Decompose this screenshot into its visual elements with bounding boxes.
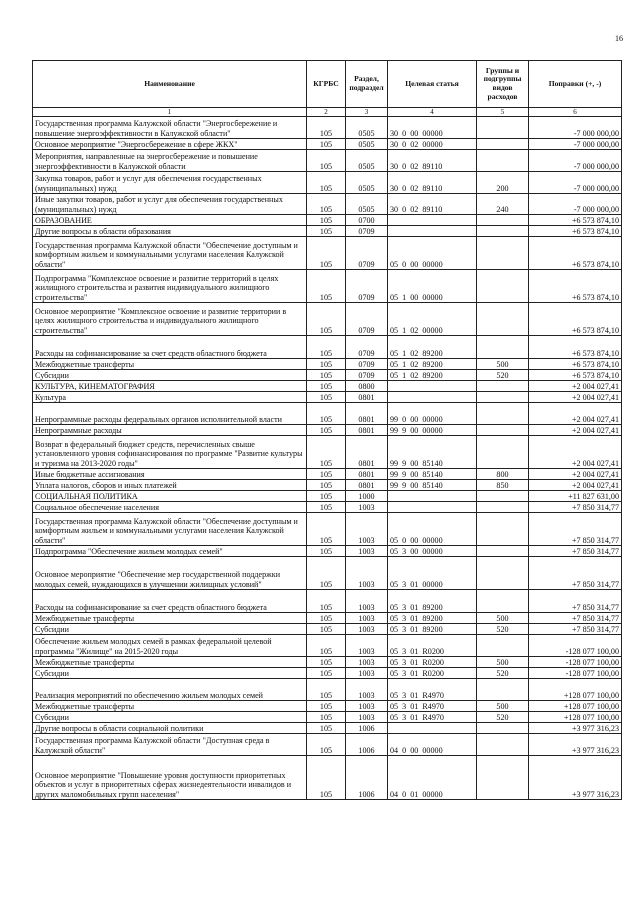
row-section-cell: 0801 <box>346 392 388 403</box>
table-row <box>33 513 622 546</box>
row-amount-cell: -128 077 100,00 <box>529 657 622 668</box>
row-group-cell <box>477 270 529 303</box>
row-kgrbs-cell: 105 <box>307 270 346 303</box>
row-group-cell <box>477 679 529 701</box>
row-group-cell <box>477 723 529 734</box>
budget-amendments-table <box>32 60 622 800</box>
row-amount-cell: -7 000 000,00 <box>529 117 622 139</box>
table-row <box>33 172 622 194</box>
column-number: 4 <box>388 108 477 117</box>
row-section-cell: 1003 <box>346 679 388 701</box>
row-amount-cell: +7 850 314,77 <box>529 513 622 546</box>
table-row <box>33 117 622 139</box>
table-row <box>33 546 622 557</box>
page-number: 16 <box>615 34 623 43</box>
table-row <box>33 237 622 270</box>
row-target-cell: 30 0 02 89110 <box>388 194 477 215</box>
row-kgrbs-cell: 105 <box>307 436 346 469</box>
row-target-cell: 05 3 01 R0200 <box>388 657 477 668</box>
row-group-cell <box>477 226 529 237</box>
row-kgrbs-cell: 105 <box>307 756 346 800</box>
header-groups: Группы и подгруппы видов расходов <box>477 61 529 108</box>
table-row <box>33 480 622 491</box>
row-group-cell <box>477 403 529 425</box>
row-section-cell: 0709 <box>346 370 388 381</box>
row-kgrbs-cell: 105 <box>307 392 346 403</box>
row-kgrbs-cell: 105 <box>307 701 346 712</box>
row-target-cell: 05 3 01 R4970 <box>388 679 477 701</box>
row-kgrbs-cell: 105 <box>307 546 346 557</box>
table-row <box>33 370 622 381</box>
row-name-cell: Уплата налогов, сборов и иных платежей <box>33 480 307 491</box>
row-name-cell: Субсидии <box>33 370 307 381</box>
row-group-cell <box>477 336 529 359</box>
header-kgrbs: КГРБС <box>307 61 346 108</box>
row-target-cell: 30 0 02 89110 <box>388 150 477 172</box>
row-group-cell <box>477 546 529 557</box>
row-kgrbs-cell: 105 <box>307 172 346 194</box>
table-row <box>33 624 622 635</box>
row-section-cell: 1003 <box>346 657 388 668</box>
row-name-cell: Возврат в федеральный бюджет средств, перечисленных свыше установленного уровня софинансирования по программе "Развитие культуры и туризма на 2013-2020 годы" <box>33 436 307 469</box>
row-section-cell: 0505 <box>346 150 388 172</box>
row-name-cell: Субсидии <box>33 668 307 679</box>
header-name: Наименование <box>33 61 307 108</box>
table-row <box>33 491 622 502</box>
row-group-cell <box>477 635 529 657</box>
row-amount-cell: +3 977 316,23 <box>529 756 622 800</box>
row-target-cell <box>388 226 477 237</box>
row-amount-cell: +2 004 027,41 <box>529 392 622 403</box>
row-group-cell <box>477 756 529 800</box>
row-target-cell: 99 9 00 85140 <box>388 480 477 491</box>
table-row <box>33 139 622 150</box>
row-name-cell: Расходы на софинансирование за счет средств областного бюджета <box>33 336 307 359</box>
row-group-cell <box>477 425 529 436</box>
row-section-cell: 0505 <box>346 172 388 194</box>
row-group-cell: 800 <box>477 469 529 480</box>
row-section-cell: 1003 <box>346 613 388 624</box>
row-section-cell: 0709 <box>346 336 388 359</box>
row-target-cell: 99 0 00 00000 <box>388 403 477 425</box>
row-name-cell: Подпрограмма "Обеспечение жильем молодых семей" <box>33 546 307 557</box>
row-target-cell: 05 1 02 89200 <box>388 336 477 359</box>
row-name-cell: Межбюджетные трансферты <box>33 613 307 624</box>
column-number-row <box>33 108 622 117</box>
row-section-cell: 0505 <box>346 117 388 139</box>
table-row <box>33 723 622 734</box>
row-name-cell: Иные закупки товаров, работ и услуг для обеспечения государственных (муниципальных) нужд <box>33 194 307 215</box>
column-number: 1 <box>33 108 307 117</box>
row-section-cell: 0700 <box>346 215 388 226</box>
row-group-cell: 200 <box>477 172 529 194</box>
row-amount-cell: +2 004 027,41 <box>529 381 622 392</box>
table-row <box>33 613 622 624</box>
row-target-cell: 05 3 01 R0200 <box>388 635 477 657</box>
row-kgrbs-cell: 105 <box>307 624 346 635</box>
row-kgrbs-cell: 105 <box>307 303 346 336</box>
row-group-cell <box>477 557 529 590</box>
row-amount-cell: -128 077 100,00 <box>529 668 622 679</box>
row-name-cell: Государственная программа Калужской области "Обеспечение доступным и комфортным жильем и коммунальными услугами населения Калужской области" <box>33 513 307 546</box>
row-target-cell <box>388 502 477 513</box>
row-section-cell: 0505 <box>346 139 388 150</box>
row-amount-cell: +2 004 027,41 <box>529 425 622 436</box>
row-target-cell: 99 9 00 00000 <box>388 425 477 436</box>
row-target-cell <box>388 215 477 226</box>
table-row <box>33 381 622 392</box>
row-section-cell: 0709 <box>346 359 388 370</box>
row-name-cell: Основное мероприятие "Обеспечение мер государственной поддержки молодых семей, нуждающихся в улучшении жилищных условий" <box>33 557 307 590</box>
row-target-cell: 05 1 02 89200 <box>388 359 477 370</box>
row-amount-cell: +3 977 316,23 <box>529 723 622 734</box>
row-kgrbs-cell: 105 <box>307 215 346 226</box>
table-row <box>33 215 622 226</box>
row-kgrbs-cell: 105 <box>307 139 346 150</box>
row-group-cell <box>477 215 529 226</box>
row-section-cell: 1003 <box>346 701 388 712</box>
row-group-cell <box>477 436 529 469</box>
row-group-cell: 500 <box>477 701 529 712</box>
row-amount-cell: -7 000 000,00 <box>529 172 622 194</box>
row-group-cell <box>477 381 529 392</box>
table-row <box>33 679 622 701</box>
row-section-cell: 0709 <box>346 237 388 270</box>
row-section-cell: 0800 <box>346 381 388 392</box>
row-kgrbs-cell: 105 <box>307 668 346 679</box>
row-group-cell: 520 <box>477 624 529 635</box>
row-kgrbs-cell: 105 <box>307 226 346 237</box>
row-kgrbs-cell: 105 <box>307 150 346 172</box>
row-group-cell <box>477 392 529 403</box>
row-amount-cell: +2 004 027,41 <box>529 480 622 491</box>
table-row <box>33 635 622 657</box>
row-kgrbs-cell: 105 <box>307 359 346 370</box>
row-kgrbs-cell: 105 <box>307 336 346 359</box>
row-section-cell: 1003 <box>346 502 388 513</box>
row-amount-cell: +3 977 316,23 <box>529 734 622 756</box>
table-row <box>33 436 622 469</box>
row-name-cell: Межбюджетные трансферты <box>33 359 307 370</box>
row-kgrbs-cell: 105 <box>307 194 346 215</box>
row-kgrbs-cell: 105 <box>307 513 346 546</box>
row-group-cell: 520 <box>477 370 529 381</box>
row-target-cell: 05 3 01 R0200 <box>388 668 477 679</box>
row-name-cell: Государственная программа Калужской области "Доступная среда в Калужской области" <box>33 734 307 756</box>
row-amount-cell: +7 850 314,77 <box>529 502 622 513</box>
table-row <box>33 425 622 436</box>
row-kgrbs-cell: 105 <box>307 381 346 392</box>
row-kgrbs-cell: 105 <box>307 590 346 613</box>
row-name-cell: СОЦИАЛЬНАЯ ПОЛИТИКА <box>33 491 307 502</box>
row-section-cell: 1003 <box>346 590 388 613</box>
row-target-cell: 05 3 01 R4970 <box>388 712 477 723</box>
row-group-cell <box>477 117 529 139</box>
row-group-cell: 500 <box>477 657 529 668</box>
row-amount-cell: -7 000 000,00 <box>529 194 622 215</box>
row-section-cell: 1003 <box>346 712 388 723</box>
row-section-cell: 1003 <box>346 624 388 635</box>
row-target-cell: 04 0 01 00000 <box>388 756 477 800</box>
row-group-cell <box>477 139 529 150</box>
header-row <box>33 61 622 108</box>
row-kgrbs-cell: 105 <box>307 370 346 381</box>
row-section-cell: 1000 <box>346 491 388 502</box>
row-kgrbs-cell: 105 <box>307 734 346 756</box>
row-amount-cell: +7 850 314,77 <box>529 557 622 590</box>
row-name-cell: Социальное обеспечение населения <box>33 502 307 513</box>
row-amount-cell: +2 004 027,41 <box>529 403 622 425</box>
table-row <box>33 502 622 513</box>
row-target-cell <box>388 381 477 392</box>
row-target-cell <box>388 491 477 502</box>
row-name-cell: Расходы на софинансирование за счет средств областного бюджета <box>33 590 307 613</box>
table-row <box>33 701 622 712</box>
row-name-cell: Субсидии <box>33 712 307 723</box>
row-section-cell: 1003 <box>346 635 388 657</box>
row-group-cell: 520 <box>477 668 529 679</box>
table-row <box>33 150 622 172</box>
table-row <box>33 557 622 590</box>
row-amount-cell: +6 573 874,10 <box>529 359 622 370</box>
row-section-cell: 1003 <box>346 513 388 546</box>
row-name-cell: Иные бюджетные ассигнования <box>33 469 307 480</box>
row-group-cell: 240 <box>477 194 529 215</box>
row-amount-cell: +6 573 874,10 <box>529 215 622 226</box>
row-amount-cell: +6 573 874,10 <box>529 336 622 359</box>
row-name-cell: Подпрограмма "Комплексное освоение и развитие территорий в целях жилищного строительства и развития индивидуального жилищного строительства" <box>33 270 307 303</box>
row-amount-cell: +7 850 314,77 <box>529 624 622 635</box>
column-number: 3 <box>346 108 388 117</box>
row-name-cell: Межбюджетные трансферты <box>33 701 307 712</box>
row-section-cell: 1003 <box>346 546 388 557</box>
table-row <box>33 336 622 359</box>
row-amount-cell: +7 850 314,77 <box>529 546 622 557</box>
row-target-cell: 04 0 00 00000 <box>388 734 477 756</box>
table-row <box>33 226 622 237</box>
row-target-cell: 30 0 02 89110 <box>388 172 477 194</box>
column-number: 6 <box>529 108 622 117</box>
row-name-cell: Основное мероприятие "Повышение уровня доступности приоритетных объектов и услуг в приоритетных сферах жизнедеятельности инвалидов и других маломобильных групп населения" <box>33 756 307 800</box>
row-target-cell: 99 9 00 85140 <box>388 436 477 469</box>
row-amount-cell: -7 000 000,00 <box>529 139 622 150</box>
table-row <box>33 303 622 336</box>
row-name-cell: Другие вопросы в области образования <box>33 226 307 237</box>
row-section-cell: 0709 <box>346 226 388 237</box>
row-group-cell: 500 <box>477 359 529 370</box>
row-kgrbs-cell: 105 <box>307 403 346 425</box>
row-amount-cell: +7 850 314,77 <box>529 613 622 624</box>
row-target-cell <box>388 392 477 403</box>
row-name-cell: Непрограммные расходы <box>33 425 307 436</box>
row-section-cell: 0801 <box>346 469 388 480</box>
table-row <box>33 469 622 480</box>
row-group-cell <box>477 491 529 502</box>
row-group-cell <box>477 513 529 546</box>
row-name-cell: Основное мероприятие "Энергосбережение в сфере ЖКХ" <box>33 139 307 150</box>
table-row <box>33 590 622 613</box>
row-amount-cell: +128 077 100,00 <box>529 679 622 701</box>
row-amount-cell: +128 077 100,00 <box>529 712 622 723</box>
row-kgrbs-cell: 105 <box>307 237 346 270</box>
row-target-cell: 05 3 01 00000 <box>388 557 477 590</box>
row-name-cell: Межбюджетные трансферты <box>33 657 307 668</box>
row-kgrbs-cell: 105 <box>307 480 346 491</box>
header-section: Раздел, подраздел <box>346 61 388 108</box>
header-target: Целевая статья <box>388 61 477 108</box>
row-name-cell: Государственная программа Калужской области "Обеспечение доступным и комфортным жильем и коммунальными услугами населения Калужской области" <box>33 237 307 270</box>
row-target-cell: 05 0 00 00000 <box>388 513 477 546</box>
row-name-cell: КУЛЬТУРА, КИНЕМАТОГРАФИЯ <box>33 381 307 392</box>
row-name-cell: Мероприятия, направленные на энергосбережение и повышение энергоэффективности в Калужской области <box>33 150 307 172</box>
row-section-cell: 0801 <box>346 436 388 469</box>
row-kgrbs-cell: 105 <box>307 117 346 139</box>
row-target-cell: 05 3 00 00000 <box>388 546 477 557</box>
row-target-cell: 05 3 01 89200 <box>388 613 477 624</box>
row-group-cell <box>477 303 529 336</box>
row-name-cell: Другие вопросы в области социальной политики <box>33 723 307 734</box>
row-name-cell: Основное мероприятие "Комплексное освоение и развитие территории в целях жилищного строительства и индивидуального жилищного строительства" <box>33 303 307 336</box>
row-group-cell <box>477 502 529 513</box>
row-name-cell: Реализация мероприятий по обеспечению жильем молодых семей <box>33 679 307 701</box>
row-kgrbs-cell: 105 <box>307 425 346 436</box>
table-row <box>33 403 622 425</box>
header-amendments: Поправки (+, -) <box>529 61 622 108</box>
column-number: 5 <box>477 108 529 117</box>
table-row <box>33 392 622 403</box>
row-kgrbs-cell: 105 <box>307 502 346 513</box>
row-amount-cell: -128 077 100,00 <box>529 635 622 657</box>
row-section-cell: 0801 <box>346 403 388 425</box>
table-row <box>33 359 622 370</box>
row-name-cell: Культура <box>33 392 307 403</box>
row-amount-cell: +2 004 027,41 <box>529 469 622 480</box>
row-group-cell <box>477 590 529 613</box>
row-group-cell: 520 <box>477 712 529 723</box>
row-section-cell: 0801 <box>346 425 388 436</box>
table-body <box>33 117 622 800</box>
row-section-cell: 1006 <box>346 734 388 756</box>
column-number: 2 <box>307 108 346 117</box>
table-row <box>33 668 622 679</box>
row-kgrbs-cell: 105 <box>307 491 346 502</box>
row-target-cell <box>388 723 477 734</box>
row-amount-cell: +11 827 631,00 <box>529 491 622 502</box>
row-section-cell: 0801 <box>346 480 388 491</box>
row-amount-cell: +6 573 874,10 <box>529 303 622 336</box>
row-amount-cell: +6 573 874,10 <box>529 270 622 303</box>
table-row <box>33 756 622 800</box>
row-name-cell: Закупка товаров, работ и услуг для обеспечения государственных (муниципальных) нужд <box>33 172 307 194</box>
row-amount-cell: +6 573 874,10 <box>529 370 622 381</box>
row-target-cell: 05 3 01 89200 <box>388 590 477 613</box>
row-kgrbs-cell: 105 <box>307 723 346 734</box>
row-kgrbs-cell: 105 <box>307 613 346 624</box>
row-target-cell: 30 0 00 00000 <box>388 117 477 139</box>
row-amount-cell: -7 000 000,00 <box>529 150 622 172</box>
row-amount-cell: +6 573 874,10 <box>529 226 622 237</box>
row-section-cell: 0505 <box>346 194 388 215</box>
row-target-cell: 05 1 02 00000 <box>388 303 477 336</box>
row-kgrbs-cell: 105 <box>307 679 346 701</box>
row-target-cell: 99 9 00 85140 <box>388 469 477 480</box>
row-target-cell: 05 3 01 89200 <box>388 624 477 635</box>
row-name-cell: ОБРАЗОВАНИЕ <box>33 215 307 226</box>
row-target-cell: 05 1 00 00000 <box>388 270 477 303</box>
table-row <box>33 734 622 756</box>
row-section-cell: 0709 <box>346 270 388 303</box>
table-row <box>33 712 622 723</box>
row-group-cell <box>477 734 529 756</box>
row-group-cell: 500 <box>477 613 529 624</box>
row-amount-cell: +128 077 100,00 <box>529 701 622 712</box>
row-group-cell <box>477 237 529 270</box>
row-name-cell: Государственная программа Калужской области "Энергосбережение и повышение энергоэффективности в Калужской области" <box>33 117 307 139</box>
row-target-cell: 30 0 02 00000 <box>388 139 477 150</box>
row-section-cell: 1006 <box>346 756 388 800</box>
row-kgrbs-cell: 105 <box>307 657 346 668</box>
table-row <box>33 657 622 668</box>
row-target-cell: 05 1 02 89200 <box>388 370 477 381</box>
row-target-cell: 05 3 01 R4970 <box>388 701 477 712</box>
row-name-cell: Субсидии <box>33 624 307 635</box>
table-row <box>33 194 622 215</box>
row-section-cell: 1006 <box>346 723 388 734</box>
row-name-cell: Обеспечение жильем молодых семей в рамках федеральной целевой программы "Жилище" на 2015-2020 годы <box>33 635 307 657</box>
row-group-cell: 850 <box>477 480 529 491</box>
row-kgrbs-cell: 105 <box>307 557 346 590</box>
row-group-cell <box>477 150 529 172</box>
row-section-cell: 1003 <box>346 557 388 590</box>
row-kgrbs-cell: 105 <box>307 712 346 723</box>
table-row <box>33 270 622 303</box>
row-section-cell: 1003 <box>346 668 388 679</box>
row-amount-cell: +7 850 314,77 <box>529 590 622 613</box>
row-kgrbs-cell: 105 <box>307 469 346 480</box>
row-section-cell: 0709 <box>346 303 388 336</box>
row-target-cell: 05 0 00 00000 <box>388 237 477 270</box>
row-amount-cell: +6 573 874,10 <box>529 237 622 270</box>
row-kgrbs-cell: 105 <box>307 635 346 657</box>
row-name-cell: Непрограммные расходы федеральных органов исполнительной власти <box>33 403 307 425</box>
row-amount-cell: +2 004 027,41 <box>529 436 622 469</box>
